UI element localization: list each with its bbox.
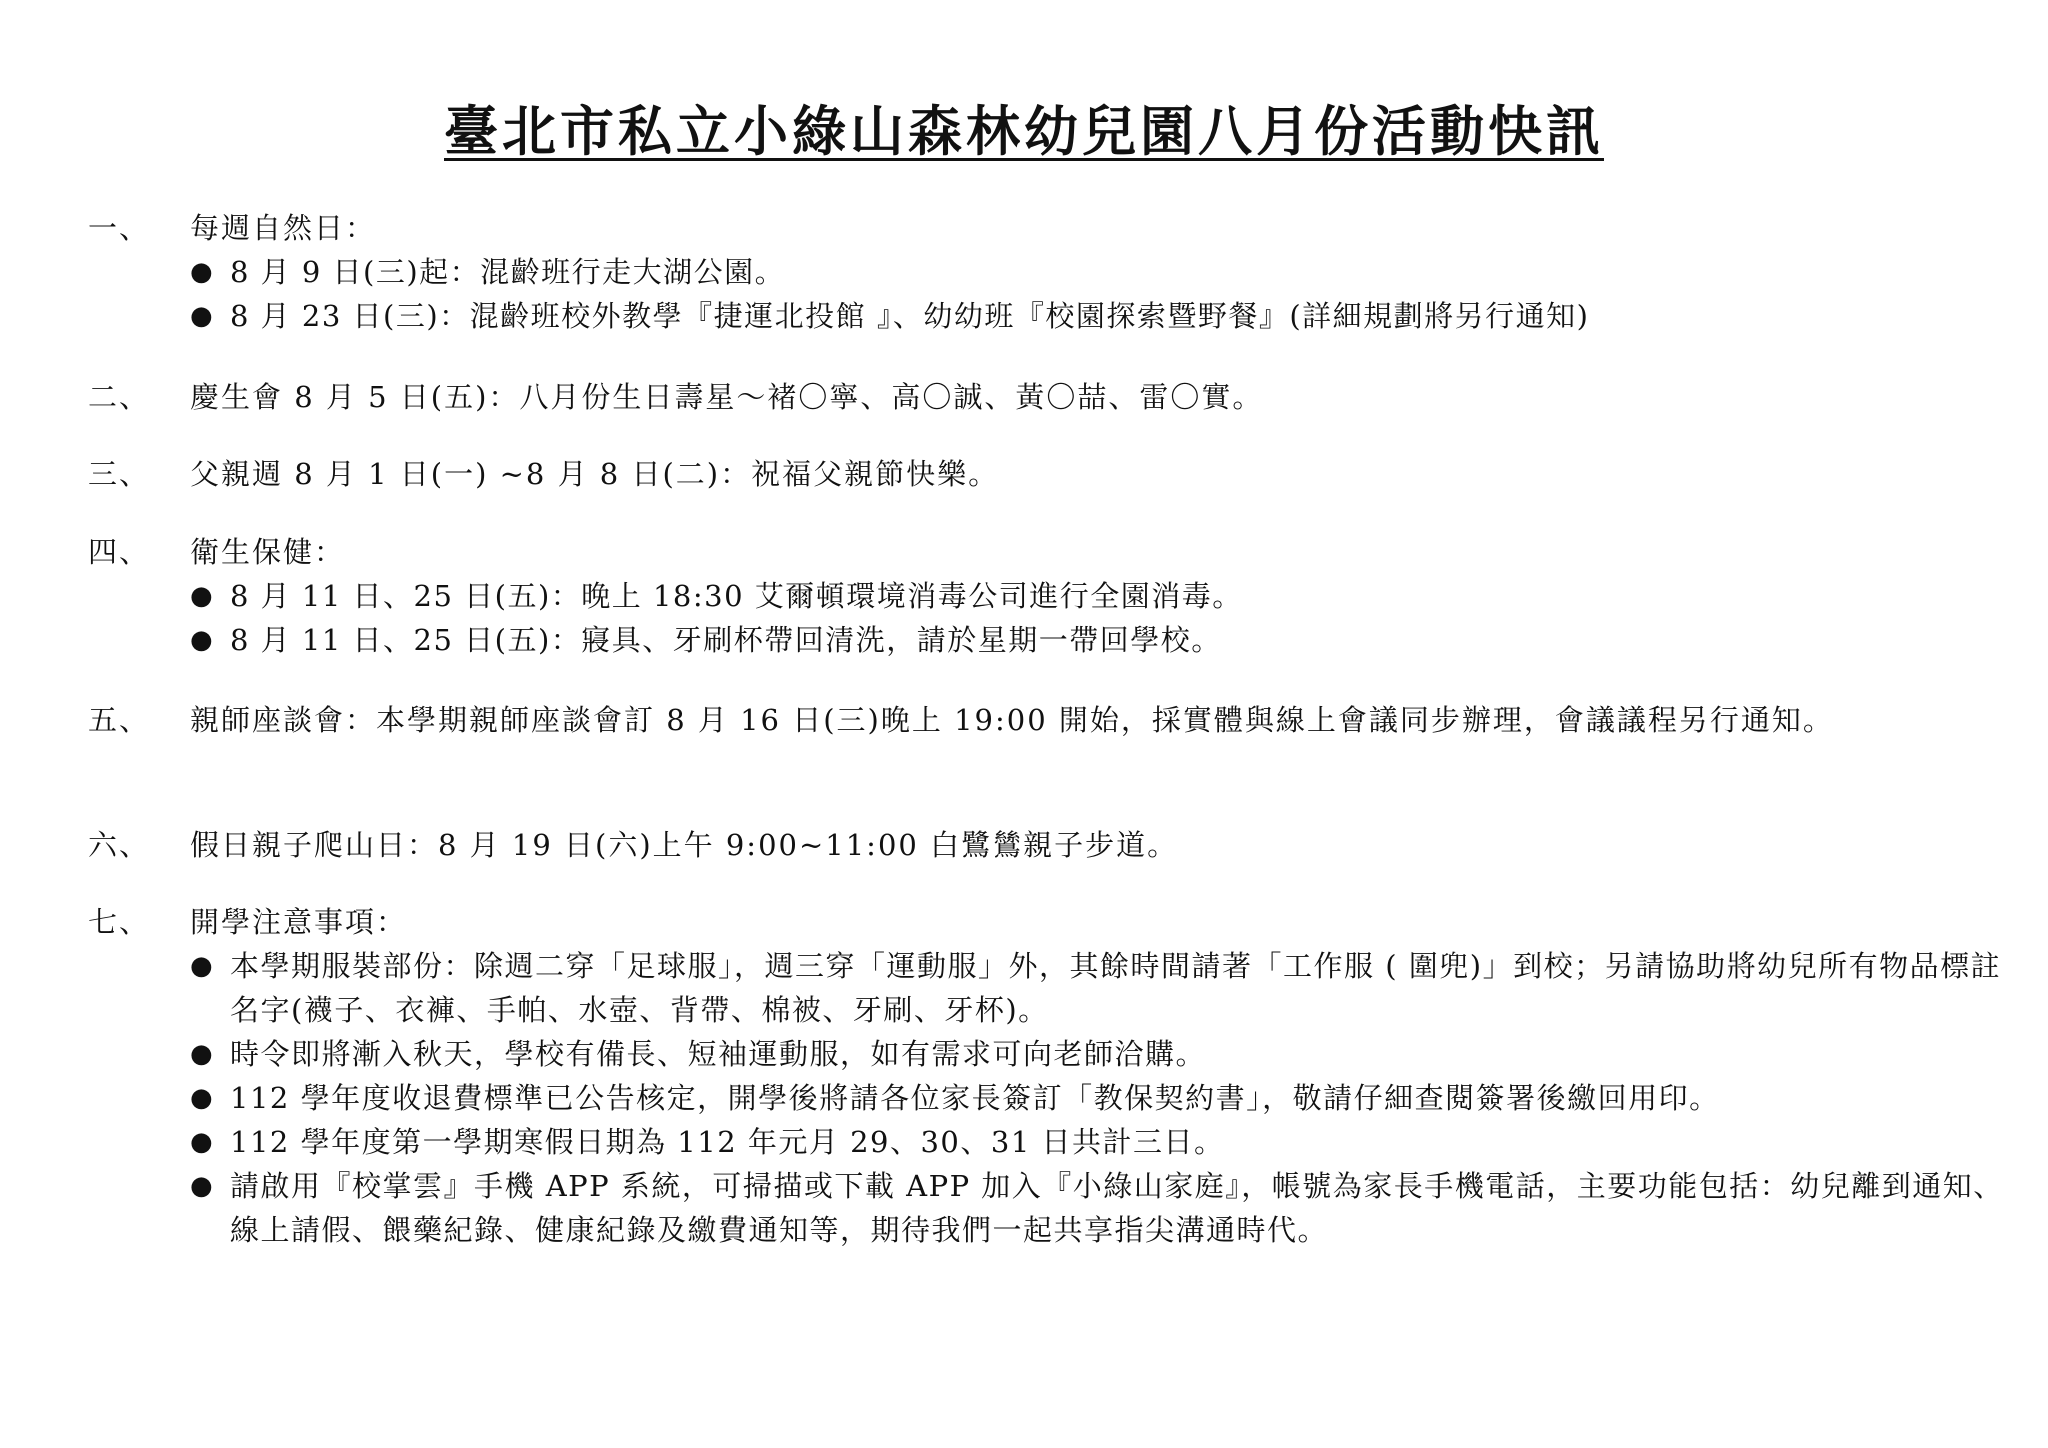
section-numeral: 三、 bbox=[88, 457, 151, 491]
bullet-icon: ● bbox=[190, 581, 215, 611]
list-item-text: 時令即將漸入秋天，學校有備長、短袖運動服，如有需求可向老師洽購。 bbox=[230, 1037, 1207, 1071]
list-item-text: 112 學年度第一學期寒假日期為 112 年元月 29、30、31 日共計三日。 bbox=[230, 1125, 1225, 1159]
bullet-list bbox=[88, 944, 2018, 1252]
list-item bbox=[190, 944, 2010, 1032]
list-item bbox=[190, 574, 2010, 618]
page-title-text: 臺北市私立小綠山森林幼兒園八月份活動快訊 bbox=[444, 99, 1604, 163]
section-text: 每週自然日： bbox=[190, 211, 377, 245]
section-parent-teacher-meeting bbox=[88, 698, 2018, 742]
list-item bbox=[190, 250, 2010, 294]
bullet-icon: ● bbox=[190, 301, 215, 331]
section-birthday-party bbox=[88, 375, 2018, 419]
list-item bbox=[190, 1164, 2010, 1252]
section-heading bbox=[88, 530, 2018, 574]
list-item-text: 8 月 11 日、25 日(五)：寢具、牙刷杯帶回清洗，請於星期一帶回學校。 bbox=[230, 623, 1222, 657]
section-text: 假日親子爬山日：8 月 19 日(六)上午 9:00~11:00 白鷺鷥親子步道。 bbox=[190, 828, 1179, 862]
bullet-icon: ● bbox=[190, 257, 215, 287]
list-item bbox=[190, 294, 2010, 338]
list-item-text: 8 月 23 日(三)：混齡班校外教學『捷運北投館 』、幼幼班『校園探索暨野餐』(詳細規劃將另行通知) bbox=[230, 299, 1590, 333]
section-school-opening-notes bbox=[88, 900, 2018, 1252]
list-item-text: 112 學年度收退費標準已公告核定，開學後將請各位家長簽訂「教保契約書」，敬請仔細查閱簽署後繳回用印。 bbox=[230, 1081, 1720, 1115]
section-text: 慶生會 8 月 5 日(五)：八月份生日壽星～褚〇寧、高〇誠、黃〇喆、雷〇實。 bbox=[190, 380, 1264, 414]
section-numeral: 五、 bbox=[88, 703, 151, 737]
section-numeral: 七、 bbox=[88, 905, 151, 939]
section-fathers-week bbox=[88, 452, 2018, 496]
bullet-icon: ● bbox=[190, 951, 215, 981]
list-item bbox=[190, 1076, 2010, 1120]
section-heading bbox=[88, 452, 2018, 496]
section-heading bbox=[88, 900, 2018, 944]
page-title bbox=[0, 96, 2048, 166]
bullet-icon: ● bbox=[190, 1039, 215, 1069]
section-heading bbox=[88, 375, 2018, 419]
section-text: 親師座談會：本學期親師座談會訂 8 月 16 日(三)晚上 19:00 開始，採實體與線上會議同步辦理，會議議程另行通知。 bbox=[190, 703, 1834, 737]
section-numeral: 四、 bbox=[88, 535, 151, 569]
list-item bbox=[190, 1120, 2010, 1164]
section-text: 開學注意事項： bbox=[190, 905, 408, 939]
section-text: 衛生保健： bbox=[190, 535, 346, 569]
section-numeral: 二、 bbox=[88, 380, 151, 414]
section-hiking-day bbox=[88, 823, 2018, 867]
list-item-text: 8 月 11 日、25 日(五)：晚上 18:30 艾爾頓環境消毒公司進行全園消毒。 bbox=[230, 579, 1243, 613]
list-item bbox=[190, 1032, 2010, 1076]
section-text: 父親週 8 月 1 日(一) ~8 月 8 日(二)：祝福父親節快樂。 bbox=[190, 457, 1000, 491]
bullet-list bbox=[88, 250, 2018, 338]
section-heading bbox=[88, 698, 2018, 742]
bullet-icon: ● bbox=[190, 1083, 215, 1113]
section-weekly-nature-day bbox=[88, 206, 2018, 338]
section-health-care bbox=[88, 530, 2018, 662]
section-heading bbox=[88, 823, 2018, 867]
bullet-list bbox=[88, 574, 2018, 662]
bullet-icon: ● bbox=[190, 1127, 215, 1157]
bullet-icon: ● bbox=[190, 625, 215, 655]
section-numeral: 六、 bbox=[88, 828, 151, 862]
section-numeral: 一、 bbox=[88, 211, 151, 245]
list-item-text: 8 月 9 日(三)起：混齡班行走大湖公園。 bbox=[230, 255, 786, 289]
list-item-text: 本學期服裝部份：除週二穿「足球服」，週三穿「運動服」外，其餘時間請著「工作服 ( 圍兜)」到校；另請協助將幼兒所有物品標註名字(襪子、衣褲、手帕、水壺、背帶、棉被、牙刷、牙杯)。 bbox=[230, 949, 2002, 1027]
bullet-icon: ● bbox=[190, 1171, 215, 1201]
list-item-text: 請啟用『校掌雲』手機 APP 系統，可掃描或下載 APP 加入『小綠山家庭』，帳號為家長手機電話，主要功能包括：幼兒離到通知、線上請假、餵藥紀錄、健康紀錄及繳費通知等，期待我們一起共享指尖溝通時代。 bbox=[230, 1169, 2004, 1247]
list-item bbox=[190, 618, 2010, 662]
section-heading bbox=[88, 206, 2018, 250]
